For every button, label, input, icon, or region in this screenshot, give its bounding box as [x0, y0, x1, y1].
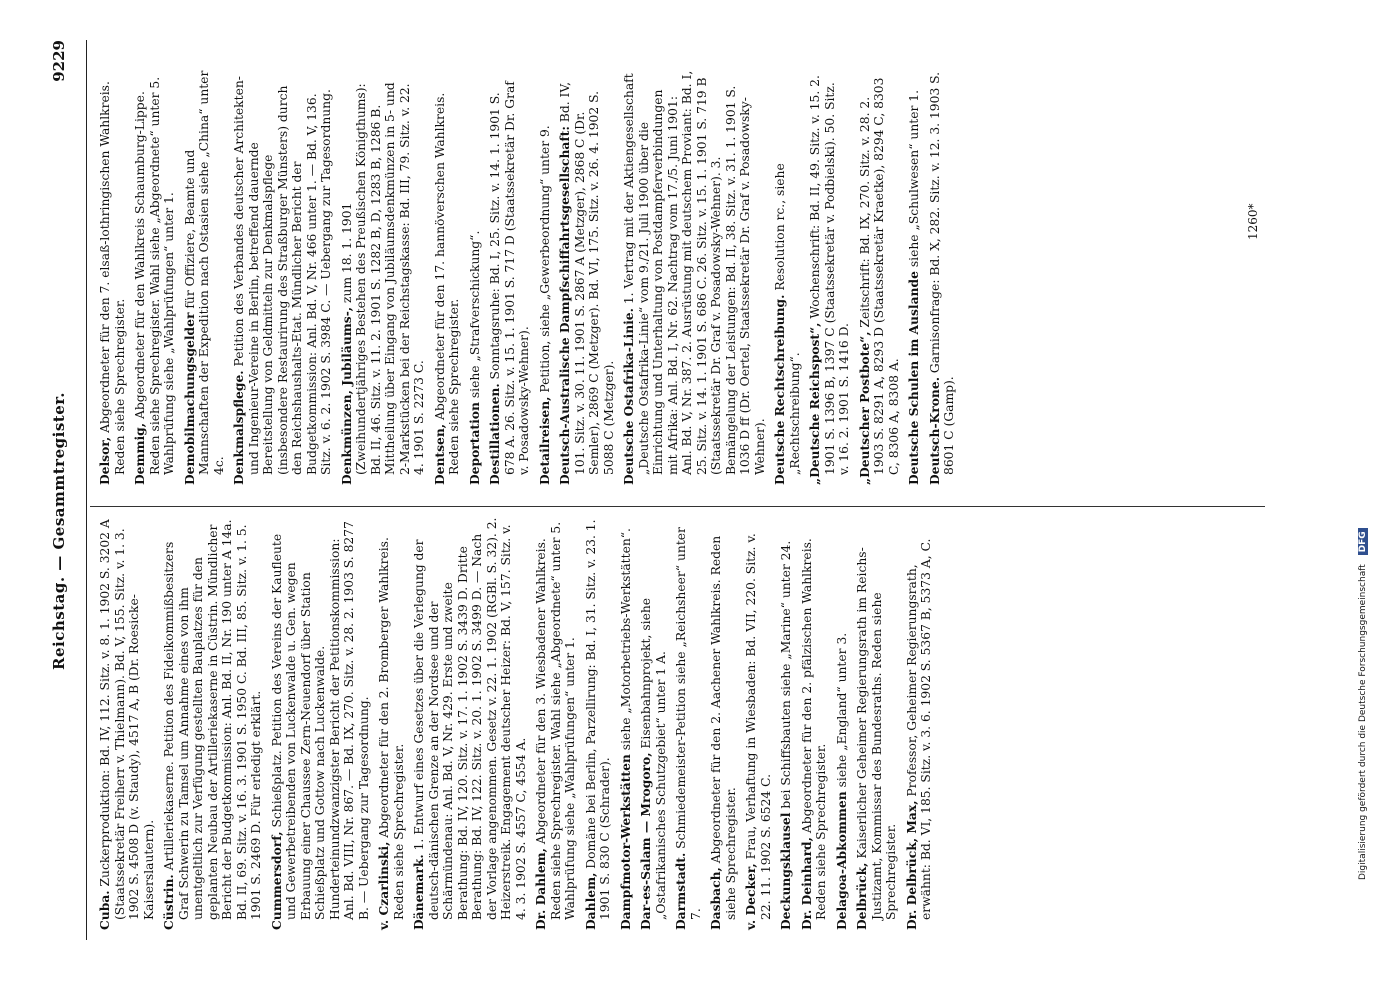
register-entry: Deportation siehe „Strafverschickung“. — [466, 230, 482, 485]
register-entry: Cuba. Zuckerproduktion: Bd. IV, 112. Sitz. v. 8. 1. 1902 S. 3202 A (Staatssekretär Freiherr v. Thielmann). Bd. V, 155. Sitz. v. 1. 3. 1902 S. 4508 D (v. Staudy), 4517 A, B (Dr. Roesicke-Kaiserslautern). — [97, 519, 156, 930]
register-entry: Dampfmotor-Werkstätten siehe „Motorbetriebs-Werkstätten“. — [617, 528, 633, 930]
register-entry: Dr. Delbrück, Max, Professor, Geheimer Regierungsrath, erwähnt: Bd. VI, 185. Sitz. v. 3. 6. 1902 S. 5367 B, 5373 A, C. — [903, 538, 933, 930]
register-entry: Dahlem, Domäne bei Berlin, Parzellirung: Bd. I, 31. Sitz. v. 23. 1. 1901 S. 830 C (Schrader). — [582, 519, 612, 930]
dfg-logo: DFG — [1358, 528, 1368, 555]
register-entry: Destillationen. Sonntagsruhe: Bd. I, 25. Sitz. v. 14. 1. 1901 S. 678 A. 26. Sitz. v. 15. 1. 1901 S. 717 D (Staatssekretär Dr. Graf v. Posadowsky-Wehner). — [487, 81, 531, 485]
register-entry: Detailreisen, Petition, siehe „Gewerbeordnung“ unter 9. — [536, 125, 552, 485]
header-title: Reichstag. — Gesammtregister. — [50, 392, 68, 670]
register-entry: v. Decker, Frau, Verhaftung in Wiesbaden: Bd. VII, 220. Sitz. v. 22. 11. 1902 S. 6524 C. — [743, 533, 773, 930]
register-entry: Deutsche Rechtschreibung. Resolution rc., siehe „Rechtschreibung“. — [772, 163, 802, 485]
page-number: 9229 — [50, 40, 68, 82]
register-entry: Denkmalspflege. Petition des Verbandes deutscher Architekten- und Ingenieur-Vereine in Berlin, betreffend dauernde Bereitstellung von Geldmitteln zur Denkmalspflege (insbesondere Restaurirung des Straßburger Münsters) durch den Reichshaushalts-Etat. Mündlicher Bericht der Budgetkommission: Anl. Bd. V, Nr. 466 unter 1. — Bd. V, 136. Sitz. v. 6. 2. 1902 S. 3984 C. — Uebergang zur Tagesordnung. — [231, 76, 333, 485]
digitization-note — [1358, 528, 1368, 880]
register-entry: Deutsch-Australische Dampfschiffahrtsgesellschaft: Bd. IV, 101. Sitz. v. 30. 11. 1901 S. 2867 A (Metzger), 2868 C (Dr. Semler), 2869 C (Metzger). Bd. VI, 175. Sitz. v. 26. 4. 1902 S. 5088 C (Metzger). — [557, 81, 616, 485]
header-rule — [86, 40, 87, 940]
left-column — [98, 515, 940, 930]
register-entry: Dar-es-Salam — Mrogoro, Eisenbahnprojekt, siehe „Ostafrikanisches Schutzgebiet“ unter 1 A. — [638, 597, 668, 930]
register-entry: Delbrück, Kaiserlicher Geheimer Regierungsrath im Reichs-Justizamt, Kommissar des Bundesraths. Reden siehe Sprechregister. — [854, 547, 898, 930]
register-entry: Dasbach, Abgeordneter für den 2. Aachener Wahlkreis. Reden siehe Sprechregister. — [708, 535, 738, 930]
register-entry: Deutsch-Krone. Garnisonfrage: Bd. X, 282. Sitz. v. 12. 3. 1903 S. 8601 C (Gamp). — [926, 71, 956, 485]
register-entry: Delsor, Abgeordneter für den 7. elsaß-lothringischen Wahlkreis. Reden siehe Sprechregister. — [97, 81, 127, 485]
register-entry: „Deutscher Postbote“, Zeitschrift: Bd. IX, 270. Sitz. v. 28. 2. 1903 S. 8291 A, 8293 D (Staatssekretär Kraetke), 8294 C, 8303 C, 8306 A, 8308 A. — [856, 77, 901, 485]
page-footer: 1260* — [1246, 203, 1260, 240]
register-entry: Dentsen, Abgeordneter für den 17. hannöverschen Wahlkreis. Reden siehe Sprechregister. — [431, 92, 461, 485]
register-entry: Deutsche Schulen im Auslande siehe „Schulwesen“ unter 1. — [906, 90, 921, 485]
digitization-text: Digitalisierung gefördert durch die Deutsche Forschungsgemeinschaft — [1358, 564, 1368, 880]
register-entry: Dr. Dahlem, Abgeordneter für den 3. Wiesbadener Wahlkreis. Reden siehe Sprechregister. Wahl siehe „Abgeordnete“ unter 5. Wahlprüfung siehe „Wahlprüfungen“ unter 1. — [533, 521, 577, 930]
register-entry: Deckungsklausel bei Schiffsbauten siehe „Marine“ unter 24. — [778, 540, 793, 930]
register-entry: Demmig, Abgeordneter für den Wahlkreis Schaumburg-Lippe. Reden siehe Sprechregister. Wahl siehe „Abgeordnete“ unter 5. Wahlprüfung siehe „Wahlprüfungen“ unter 1. — [132, 76, 176, 485]
register-entry: Darmstadt. Schmiedemeister-Petition siehe „Reichsheer“ unter 7. — [673, 527, 703, 930]
register-entry: Demobilmachungsgelder für Offiziere, Beamte und Mannschaften der Expedition nach Ostasien siehe „China“ unter 4c. — [181, 70, 226, 485]
register-entry: v. Czarlinski, Abgeordneter für den 2. Bromberger Wahlkreis. Reden siehe Sprechregister. — [376, 537, 406, 930]
page-header — [50, 40, 78, 940]
column-divider — [90, 506, 1265, 507]
register-entry: Cummersdorf, Schießplatz. Petition des Vereins der Kaufleute und Gewerbetreibenden von Luckenwalde u. Gen. wegen Erbauung einer Chaussee Zern-Neuendorf über Station Schießplatz und Gottow nach Luckenwalde. Hunderteinundzwanzigster Bericht der Petitionskommission: Anl. Bd. VIII, Nr. 867. — Bd. IX, 270. Sitz. v. 28. 2. 1903 S. 8277 B. — Uebergang zur Tagesordnung. — [268, 521, 371, 930]
register-entry: Denkmünzen, Jubiläums-, zum 18. 1. 1901 (Zweihundertjähriges Bestehen des Preußischen Königthums): Bd. II, 46. Sitz. v. 11. 2. 1901 S. 1282 B, D, 1283 B, 1286 B. Mittheilung über Eingang von Jubiläumsdenkmünzen in 5- und 2-Markstücken bei der Reichstagskasse: Bd. III, 79. Sitz. v. 22. 4. 1901 S. 2273 C. — [338, 82, 426, 485]
register-entry: Deutsche Ostafrika-Linie. 1. Vertrag mit der Aktiengesellschaft „Deutsche Ostafrika-Linie“ vom 9./21. Juli 1900 über die Einrichtung und Unterhaltung von Postdampferverbindungen mit Afrika: Anl. Bd. I, Nr. 62. Nachtrag vom 17./5. Juni 1901: Anl. Bd. V, Nr. 387. 2. Ausrüstung mit deutschem Proviant: Bd. I, 25. Sitz. v. 14. 1. 1901 S. 686 C. 26. Sitz. v. 15. 1. 1901 S. 719 B (Staatssekretär Dr. Graf v. Posadowsky-Wehner). 3. Bemängelung der Leistungen: Bd. II, 38. Sitz. v. 31. 1. 1901 S. 1036 D ff (Dr. Oertel, Staatssekretär Dr. Graf v. Posadowsky-Wehner). — [621, 70, 767, 485]
register-entry: Dr. Deinhard, Abgeordneter für den 2. pfälzischen Wahlkreis. Reden siehe Sprechregister. — [798, 538, 828, 930]
register-entry: Dänemark. 1. Entwurf eines Gesetzes über die Verlegung der deutsch-dänischen Grenze an der Nordsee und der Schärmündenau: Anl. Bd. V, Nr. 429. Erste und zweite Berathung: Bd. IV, 120. Sitz. v. 17. 1. 1902 S. 3439 D. Dritte Berathung: Bd. IV, 122. Sitz. v. 20. 1. 1902 S. 3499 D. — Nach der Vorlage angenommen. Gesetz v. 22. 1. 1902 (RGBl. S. 32). 2. Heizerstreik. Engagement deutscher Heizer: Bd. V, 157. Sitz. v. 4. 3. 1902 S. 4557 C, 4554 A. — [411, 517, 528, 930]
register-entry: Cüstrin. Artilleriekaserne. Petition des Fideikommißbesitzers Graf Schwerin zu Tamsel um Annahme eines von ihm unentgeltlich zur Verfügung gestellten Bauplatzes für den geplanten Neubau der Artilleriekaserne in Cüstrin. Mündlicher Bericht der Budgetkommission: Anl. Bd. II, Nr. 190 unter A 14a. Bd. II, 69. Sitz. v. 16. 3. 1901 S. 1950 C. Bd. III, 85. Sitz. v. 1. 5. 1901 S. 2469 D. Für erledigt erklärt. — [161, 519, 263, 930]
right-column — [98, 70, 963, 485]
register-entry: „Deutsche Reichspost“, Wochenschrift: Bd. II, 49. Sitz. v. 15. 2. 1901 S. 1396 B, 1397 C (Staatssekretär v. Podbielski). 50. Sitz. v. 16. 2. 1901 S. 1416 D. — [807, 75, 851, 485]
register-entry: Delagoa-Abkommen siehe „England“ unter 3. — [833, 632, 849, 930]
